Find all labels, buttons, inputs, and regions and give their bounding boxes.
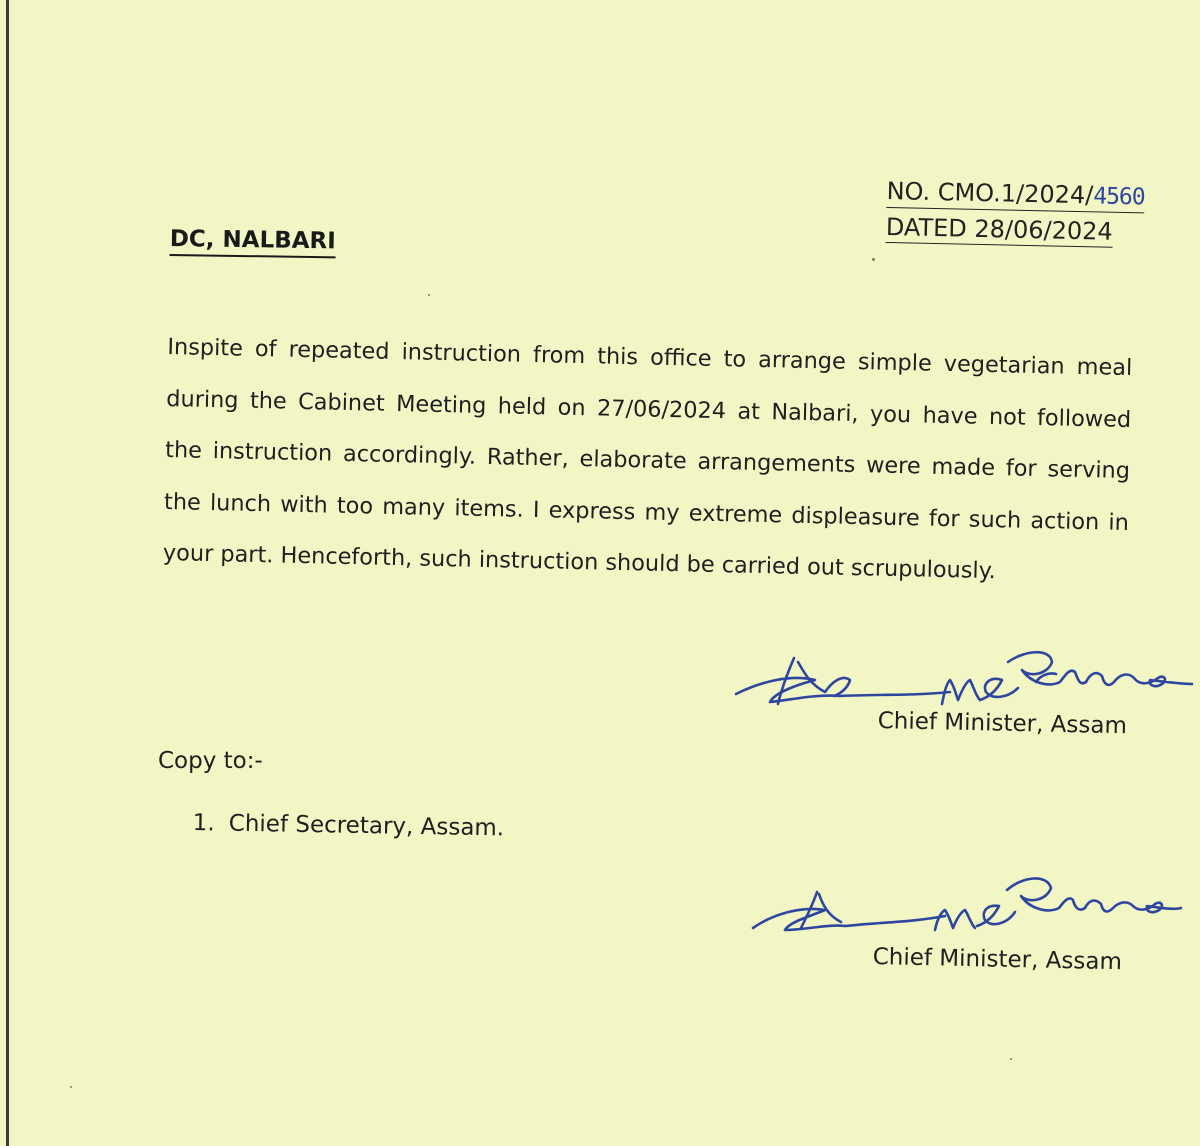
scan-speck: [428, 294, 430, 296]
scan-speck: [1010, 1058, 1012, 1060]
copy-to-item-number: 1.: [192, 810, 215, 837]
reference-number-prefix: NO. CMO.1/2024/: [886, 176, 1094, 210]
scan-speck: [70, 1086, 72, 1088]
reference-number: [886, 176, 1145, 213]
letter-body: [162, 322, 1132, 600]
reference-date: DATED 28/06/2024: [885, 212, 1114, 246]
copy-signatory-title: Chief Minister, Assam: [872, 944, 1123, 976]
reference-number-handwritten: 4560: [1092, 183, 1145, 211]
signatory-title: Chief Minister, Assam: [877, 708, 1128, 740]
copy-to-item-recipient: Chief Secretary, Assam.: [228, 810, 505, 842]
body-line: Inspite of repeated instruction from this office to arrange simple vegetarian meal: [167, 333, 1133, 382]
copy-signature: [745, 850, 1185, 945]
body-line: the lunch with too many items. I express my extreme displeasure for such action in: [163, 488, 1130, 536]
body-line: during the Cabinet Meeting held on 27/06/2024 at Nalbari, you have not followed: [166, 385, 1132, 433]
scan-edge: [6, 0, 9, 1146]
scan-speck: [872, 258, 875, 261]
signature: [730, 622, 1200, 722]
addressee: DC, NALBARI: [170, 224, 336, 258]
reference-block: [886, 174, 1145, 250]
copy-to-label: Copy to:-: [158, 748, 263, 774]
body-line: the instruction accordingly. Rather, elaborate arrangements were made for serving: [164, 436, 1131, 485]
copy-to-item: [193, 810, 505, 841]
body-line: your part. Henceforth, such instruction should be carried out scrupulously.: [162, 539, 997, 585]
